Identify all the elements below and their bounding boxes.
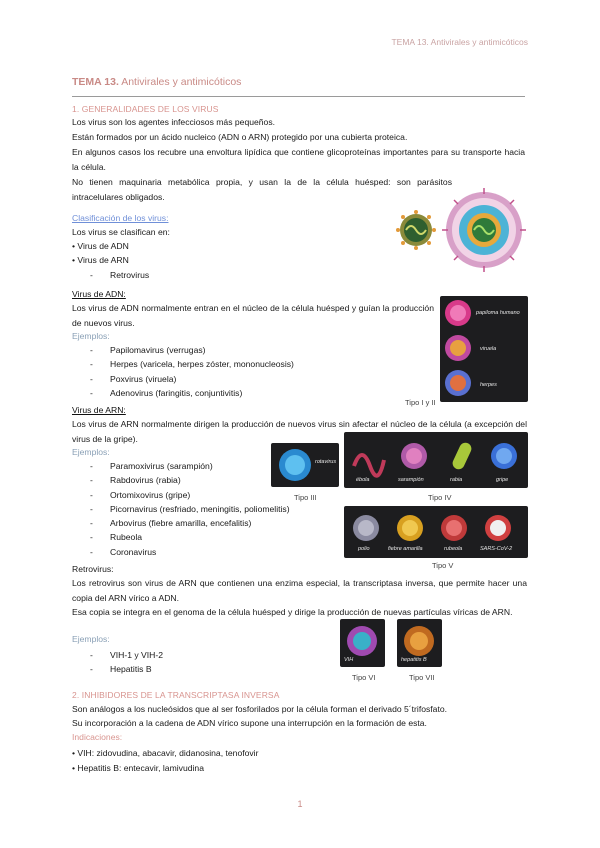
- type-v-caption: Tipo V: [432, 561, 454, 570]
- arn-examples-label: Ejemplos:: [72, 447, 110, 457]
- type-vi-caption: Tipo VI: [352, 673, 376, 682]
- clasificacion-heading: Clasificación de los virus:: [72, 213, 169, 223]
- arn-example: - Rabdovirus (rabia): [72, 473, 290, 487]
- section-2-line-1: Son análogos a los nucleósidos que al ser fosforilados por la célula forman el derivado 5´trifosfato.: [72, 704, 447, 714]
- s1-line-4: No tienen maquinaria metabólica propia, y usan la de la célula huésped: son parásitos intracelulares obligados.: [72, 177, 452, 202]
- arn-text: Los virus de ARN normalmente dirigen la producción de nuevos virus sin afectar el núcleo de la célula (a excepción del virus de la gripe).: [72, 419, 527, 444]
- type-iv-label-1: ébola: [356, 477, 370, 483]
- indicaciones-label: Indicaciones:: [72, 732, 123, 742]
- arn-heading: Virus de ARN:: [72, 405, 126, 415]
- retrovirus-example: - Hepatitis B: [72, 662, 163, 676]
- type-v-label-4: SARS-CoV-2: [480, 546, 513, 552]
- indicacion-vih: • VIH: zidovudina, abacavir, didanosina, tenofovir: [72, 748, 259, 758]
- adn-virus-image: [440, 296, 528, 402]
- type-iii-caption: Tipo III: [294, 493, 317, 502]
- adn-img-label-3: herpes: [480, 382, 497, 388]
- running-header: TEMA 13. Antivirales y antimicóticos: [391, 37, 528, 47]
- retrovirus-examples-label: Ejemplos:: [72, 634, 110, 644]
- adn-caption: Tipo I y II: [405, 398, 436, 407]
- adn-img-label-1: papiloma humano: [476, 310, 520, 316]
- page-title: [72, 76, 241, 88]
- adn-examples-label: Ejemplos:: [72, 331, 110, 341]
- arn-example: - Paramoxivirus (sarampión): [72, 459, 290, 473]
- adn-heading: Virus de ADN:: [72, 289, 126, 299]
- adn-examples-list: [72, 343, 294, 400]
- clasificacion-subitems: [72, 268, 149, 282]
- retrovirus-text-1: Los retrovirus son virus de ARN que contienen una enzima especial, la transcriptasa inversa, que permite hacer una copia del ARN vírico a ADN.: [72, 578, 527, 603]
- type-iv-label-3: rabia: [450, 477, 463, 483]
- arn-example: - Ortomixovirus (gripe): [72, 488, 290, 502]
- section-2-line-2: Su incorporación a la cadena de ADN vírico supone una interrupción en la formación de esta.: [72, 718, 427, 728]
- adn-example: - Herpes (varicela, herpes zóster, mononucleosis): [72, 357, 294, 371]
- s1-line-1: Los virus son los agentes infecciosos más pequeños.: [72, 117, 276, 127]
- type-v-label-3: rubeola: [444, 546, 463, 552]
- section-1-heading: 1. GENERALIDADES DE LOS VIRUS: [72, 104, 219, 114]
- arn-example: - Rubeola: [72, 530, 290, 544]
- virus-structure-diagram: [392, 186, 532, 274]
- title-rest: Antivirales y antimicóticos: [118, 76, 242, 88]
- hepatitis-b-label: hepatitis B: [401, 657, 427, 663]
- type-iv-label-4: gripe: [496, 477, 509, 483]
- hepatitis-b-image: [397, 619, 442, 667]
- type-v-image: [344, 506, 528, 558]
- type-iv-image: [344, 432, 528, 488]
- title-prefix: TEMA 13.: [72, 76, 119, 88]
- type-vii-caption: Tipo VII: [409, 673, 435, 682]
- type-v-label-1: polio: [358, 546, 370, 552]
- vih-image: [340, 619, 385, 667]
- adn-img-label-2: viruela: [480, 346, 497, 352]
- retrovirus-text-2: Esa copia se integra en el genoma de la célula huésped y dirige la producción de nuevas partículas víricas de ARN.: [72, 607, 513, 617]
- clasificacion-intro: Los virus se clasifican en:: [72, 227, 170, 237]
- clasificacion-item-adn: • Virus de ADN: [72, 241, 129, 251]
- type-iv-label-2: sarampión: [398, 477, 424, 483]
- retrovirus-examples-list: [72, 648, 163, 677]
- retrovirus-heading: Retrovirus:: [72, 564, 114, 574]
- small-virus-icon: [396, 210, 436, 250]
- rotavirus-image: [271, 443, 339, 487]
- s1-line-3: En algunos casos los recubre una envoltura lipídica que contiene glicoproteínas importantes para su transporte hacia la célula.: [72, 147, 525, 172]
- rotavirus-label: rotavirus: [315, 459, 337, 465]
- rotavirus-illustration: [271, 443, 339, 487]
- adn-example: - Papilomavirus (verrugas): [72, 343, 294, 357]
- clasificacion-item-arn: • Virus de ARN: [72, 255, 129, 265]
- arn-example: - Arbovirus (fiebre amarilla, encefalitis): [72, 516, 290, 530]
- type-iv-caption: Tipo IV: [428, 493, 452, 502]
- title-rule: [72, 96, 525, 97]
- section-2-heading: 2. INHIBIDORES DE LA TRANSCRIPTASA INVERSA: [72, 690, 280, 700]
- page-number: 1: [297, 799, 303, 809]
- adn-example: - Poxvirus (viruela): [72, 372, 294, 386]
- arn-example: - Coronavirus: [72, 545, 290, 559]
- type-v-label-2: fiebre amarilla: [388, 546, 423, 552]
- enveloped-virus-icon: [442, 188, 526, 272]
- clasificacion-subitem-retrovirus: - Retrovirus: [72, 268, 149, 282]
- s1-line-2: Están formados por un ácido nucleico (ADN o ARN) protegido por una cubierta proteica.: [72, 132, 408, 142]
- retrovirus-example: - VIH-1 y VIH-2: [72, 648, 163, 662]
- arn-example: - Picornavirus (resfriado, meningitis, poliomelitis): [72, 502, 290, 516]
- vih-label: VIH: [344, 657, 354, 663]
- adn-example: - Adenovirus (faringitis, conjuntivitis): [72, 386, 294, 400]
- adn-text: Los virus de ADN normalmente entran en el núcleo de la célula huésped y guían la producción de nuevos virus.: [72, 303, 434, 328]
- arn-examples-list: [72, 459, 290, 559]
- indicacion-hepatitis-b: • Hepatitis B: entecavir, lamivudina: [72, 763, 204, 773]
